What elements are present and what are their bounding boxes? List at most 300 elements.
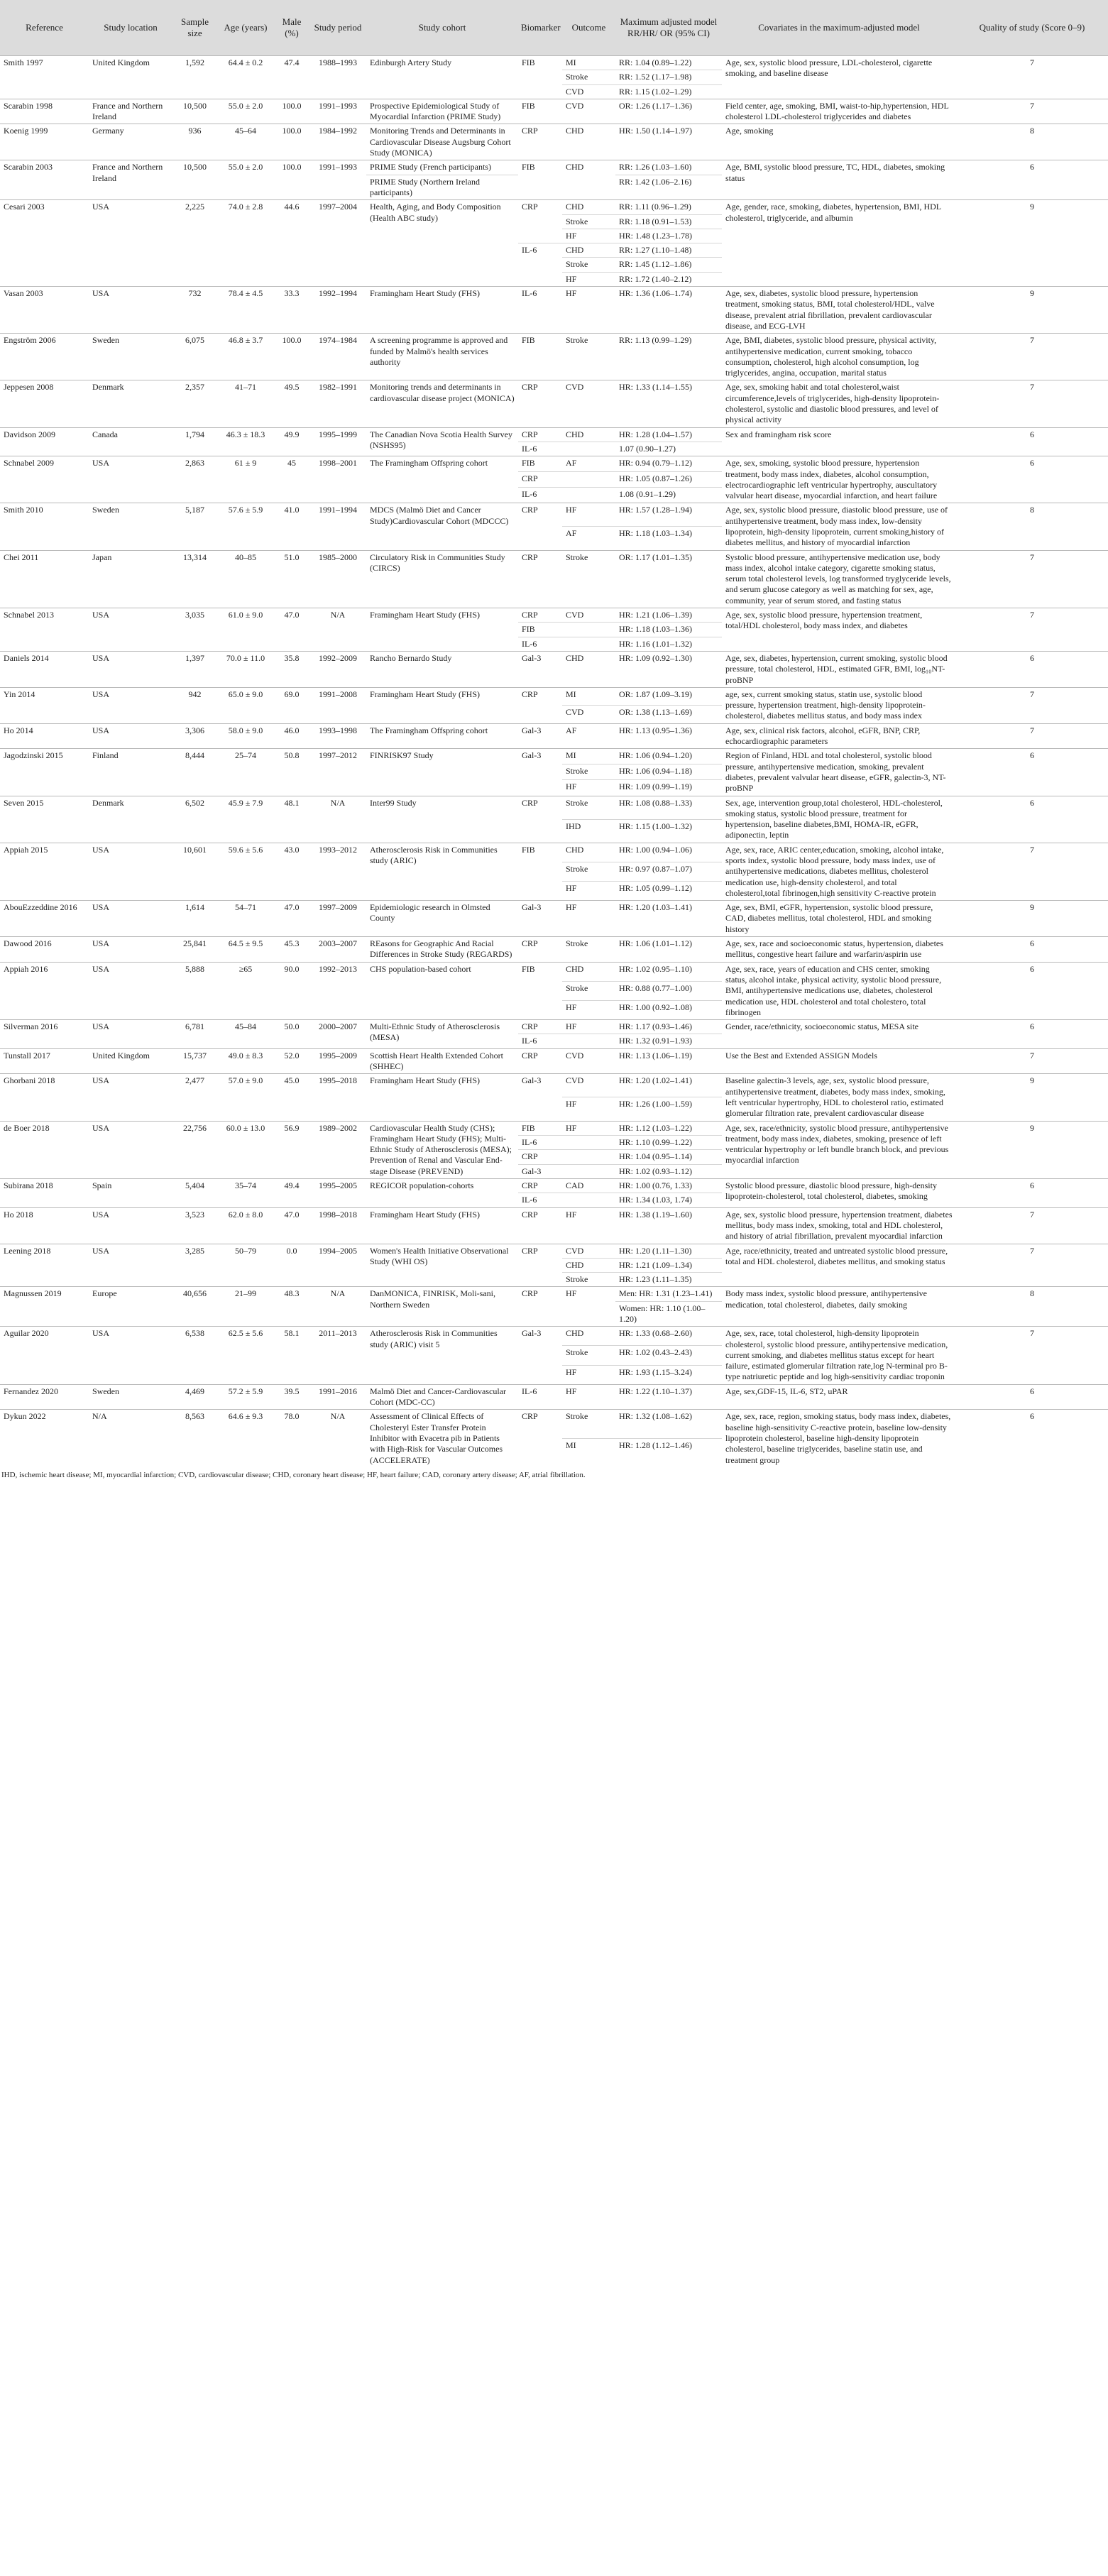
age-cell: 64.4 ± 0.2 [217,56,274,99]
outcome-cell: Stroke [562,764,615,780]
cohort-cell: Edinburgh Artery Study [366,56,518,99]
estimate-cell: HR: 1.20 (1.11–1.30) [615,1244,722,1258]
location-cell: Europe [89,1287,172,1327]
biomarker-cell: CRP [518,687,562,723]
covariates-cell: Age, sex, systolic blood pressure, LDL-cholesterol, cigarette smoking, and baseline disease [722,56,956,99]
male-percent-cell: 52.0 [274,1048,309,1074]
estimate-cell: RR: 1.52 (1.17–1.98) [615,70,722,84]
study-period-cell: 1989–2002 [309,1121,366,1178]
sample-size-cell: 936 [172,124,217,160]
sample-size-cell: 10,500 [172,99,217,124]
location-cell: France and Northern Ireland [89,160,172,200]
study-period-cell: 1994–2005 [309,1244,366,1287]
sample-size-cell: 5,888 [172,962,217,1019]
biomarker-cell: FIB [518,334,562,380]
location-cell: USA [89,1020,172,1049]
biomarker-cell: FIB [518,456,562,472]
cohort-cell: The Framingham Offspring cohort [366,723,518,749]
location-cell: Sweden [89,503,172,550]
outcome-cell: CHD [562,651,615,687]
outcome-cell: CVD [562,608,615,623]
cohort-cell: Atherosclerosis Risk in Communities study (ARIC) [366,843,518,900]
table-row [0,456,1108,472]
outcome-cell: CVD [562,84,615,99]
covariates-cell: Age, sex, systolic blood pressure, hypertension treatment, total/HDL cholesterol, body mass index, and diabetes [722,608,956,652]
outcome-cell: HF [562,1365,615,1384]
location-cell: Japan [89,550,172,608]
covariates-cell: Region of Finland, HDL and total cholesterol, systolic blood pressure, antihypertensive medication, smoking, prevalent diabetes, prevalent valvular heart disease, eGFR, galectin-3, NT-proBNP [722,749,956,796]
quality-score-cell: 6 [956,749,1108,796]
outcome-cell: HF [562,1207,615,1244]
study-period-cell: 1984–1992 [309,124,366,160]
study-period-cell: 1995–2018 [309,1074,366,1121]
estimate-cell: OR: 1.17 (1.01–1.35) [615,550,722,608]
covariates-cell: Age, race/ethnicity, treated and untreated systolic blood pressure, total and HDL cholesterol, diabetes mellitus, and smoking status [722,1244,956,1287]
outcome-cell: Stroke [562,70,615,84]
study-period-cell: 1992–2013 [309,962,366,1019]
outcome-cell: CHD [562,200,615,214]
outcome-cell: CVD [562,1074,615,1097]
age-cell: 62.5 ± 5.6 [217,1327,274,1384]
location-cell: USA [89,901,172,937]
covariates-cell: Age, sex, systolic blood pressure, hypertension treatment, diabetes mellitus, body mass index, smoking, total and HDL cholesterol, and history of atrial fibrillation, prevalent myocardial infarction [722,1207,956,1244]
outcome-cell [562,623,615,637]
location-cell: Sweden [89,1384,172,1410]
location-cell: Spain [89,1179,172,1208]
male-percent-cell: 0.0 [274,1244,309,1287]
estimate-cell: HR: 1.02 (0.93–1.12) [615,1164,722,1178]
covariates-cell: Sex, age, intervention group,total cholesterol, HDL-cholesterol, smoking status, systolic blood pressure, treatment for hypertension, baseline diabetes,BMI, HOMA-IR, eGFR, adiponectin, leptin [722,796,956,843]
reference-cell: Yin 2014 [0,687,89,723]
estimate-cell: HR: 1.21 (1.06–1.39) [615,608,722,623]
cohort-cell: Inter99 Study [366,796,518,843]
location-cell: Germany [89,124,172,160]
location-cell: USA [89,1207,172,1244]
cohort-cell: Atherosclerosis Risk in Communities study (ARIC) visit 5 [366,1327,518,1384]
reference-cell: Smith 1997 [0,56,89,99]
cohort-cell: Monitoring trends and determinants in cardiovascular disease project (MONICA) [366,380,518,427]
outcome-cell: Stroke [562,550,615,608]
biomarker-cell: CRP [518,1410,562,1467]
study-period-cell: 1997–2009 [309,901,366,937]
estimate-cell: RR: 1.72 (1.40–2.12) [615,272,722,286]
reference-cell: Jeppesen 2008 [0,380,89,427]
estimate-cell: HR: 1.05 (0.87–1.26) [615,472,722,488]
estimate-cell: Women: HR: 1.10 (1.00–1.20) [615,1301,722,1327]
study-period-cell: N/A [309,1410,366,1467]
cohort-cell: PRIME Study (French participants) [366,160,518,175]
outcome-cell: Stroke [562,1273,615,1287]
estimate-cell: RR: 1.27 (1.10–1.48) [615,243,722,258]
cohort-cell: Framingham Heart Study (FHS) [366,1074,518,1121]
quality-score-cell: 8 [956,503,1108,550]
covariates-cell: Age, sex,GDF-15, IL-6, ST2, uPAR [722,1384,956,1410]
male-percent-cell: 100.0 [274,160,309,200]
outcome-cell: CVD [562,380,615,427]
sample-size-cell: 10,500 [172,160,217,200]
cohort-cell: Cardiovascular Health Study (CHS); Framingham Heart Study (FHS); Multi-Ethnic Study of Atherosclerosis (MESA); Prevention of Renal and Vascular End-stage Disease (PREVEND) [366,1121,518,1178]
location-cell: France and Northern Ireland [89,99,172,124]
age-cell: 49.0 ± 8.3 [217,1048,274,1074]
sample-size-cell: 8,563 [172,1410,217,1467]
outcome-cell: CHD [562,1258,615,1272]
location-cell: USA [89,687,172,723]
reference-cell: Appiah 2015 [0,843,89,900]
table-row [0,723,1108,749]
cohort-cell: Epidemiologic research in Olmsted County [366,901,518,937]
sample-size-cell: 1,794 [172,427,217,456]
outcome-cell: Stroke [562,258,615,272]
outcome-cell: MI [562,1439,615,1467]
outcome-cell: HF [562,287,615,334]
reference-cell: Silverman 2016 [0,1020,89,1049]
sample-size-cell: 6,781 [172,1020,217,1049]
estimate-cell: RR: 1.26 (1.03–1.60) [615,160,722,175]
column-header: Study cohort [366,0,518,56]
reference-cell: Ho 2018 [0,1207,89,1244]
sample-size-cell: 5,187 [172,503,217,550]
male-percent-cell: 100.0 [274,334,309,380]
estimate-cell: HR: 1.13 (0.95–1.36) [615,723,722,749]
study-period-cell: 1991–2008 [309,687,366,723]
biomarker-cell: Gal-3 [518,723,562,749]
covariates-cell: Systolic blood pressure, antihypertensive medication use, body mass index, alcohol intake category, cigarette smoking status, serum total cholesterol levels, log transformed tryglyceride levels, and serum glucose category as well as matching for sex, age, community, year of serum stored, and fasting status [722,550,956,608]
cohort-cell: Framingham Heart Study (FHS) [366,1207,518,1244]
table-row [0,1048,1108,1074]
table-row [0,937,1108,963]
table-row [0,843,1108,862]
quality-score-cell: 7 [956,1048,1108,1074]
sample-size-cell: 3,306 [172,723,217,749]
location-cell: USA [89,456,172,503]
table-row [0,1207,1108,1244]
biomarker-cell: Gal-3 [518,749,562,796]
male-percent-cell: 47.0 [274,1207,309,1244]
quality-score-cell: 7 [956,687,1108,723]
covariates-cell: Age, sex, race, years of education and CHS center, smoking status, alcohol intake, physical activity, systolic blood pressure, BMI, antihypertensive medications use, diabetes, cholesterol medication use, HDL cholesterol and total cholestero, total fibrinogen [722,962,956,1019]
outcome-cell: AF [562,723,615,749]
male-percent-cell: 49.9 [274,427,309,456]
cohort-cell: REGICOR population-cohorts [366,1179,518,1208]
outcome-cell: IHD [562,819,615,843]
estimate-cell: Men: HR: 1.31 (1.23–1.41) [615,1287,722,1301]
outcome-cell [562,488,615,503]
male-percent-cell: 45.0 [274,1074,309,1121]
cohort-cell: The Canadian Nova Scotia Health Survey (NSHS95) [366,427,518,456]
reference-cell: Ho 2014 [0,723,89,749]
table-row [0,124,1108,160]
outcome-cell: HF [562,1097,615,1121]
table-row [0,1384,1108,1410]
age-cell: 46.3 ± 18.3 [217,427,274,456]
study-period-cell: 1998–2018 [309,1207,366,1244]
male-percent-cell: 47.0 [274,901,309,937]
quality-score-cell: 7 [956,334,1108,380]
biomarker-cell: CRP [518,550,562,608]
location-cell: Canada [89,427,172,456]
location-cell: United Kingdom [89,1048,172,1074]
quality-score-cell: 7 [956,608,1108,652]
cohort-cell: Framingham Heart Study (FHS) [366,608,518,652]
covariates-cell: Age, sex, race, region, smoking status, body mass index, diabetes, baseline high-sensitivity C-reactive protein, baseline low-density lipoprotein cholesterol, baseline high-density lipoprotein cholesterol, baseline triglycerides, baseline statin use, and treatment group [722,1410,956,1467]
column-header: Maximum adjusted model RR/HR/ OR (95% CI) [615,0,722,56]
outcome-cell: CHD [562,427,615,442]
estimate-cell: HR: 1.15 (1.00–1.32) [615,819,722,843]
covariates-cell: Age, smoking [722,124,956,160]
estimate-cell: HR: 1.57 (1.28–1.94) [615,503,722,527]
location-cell: USA [89,843,172,900]
estimate-cell: RR: 1.04 (0.89–1.22) [615,56,722,70]
table-row [0,796,1108,819]
column-header: Reference [0,0,89,56]
study-period-cell: 2000–2007 [309,1020,366,1049]
covariates-cell: Field center, age, smoking, BMI, waist-to-hip,hypertension, HDL cholesterol LDL-cholesterol triglycerides and diabetes [722,99,956,124]
biomarker-cell: Gal-3 [518,1164,562,1178]
outcome-cell: CVD [562,1048,615,1074]
study-period-cell: N/A [309,796,366,843]
biomarker-cell: CRP [518,124,562,160]
outcome-cell [562,637,615,651]
table-row [0,334,1108,380]
column-header: Age (years) [217,0,274,56]
covariates-cell: Age, sex, systolic blood pressure, diastolic blood pressure, use of antihypertensive treatment, body mass index, low-density lipoprotein, high-density lipoprotein, current smoking,history of diabetes mellitus, and history of myocardial infarction [722,503,956,550]
reference-cell: Schnabel 2009 [0,456,89,503]
outcome-cell: HF [562,503,615,527]
age-cell: 62.0 ± 8.0 [217,1207,274,1244]
quality-score-cell: 7 [956,1244,1108,1287]
biomarker-cell: IL-6 [518,1193,562,1207]
table-row [0,651,1108,687]
estimate-cell: RR: 1.18 (0.91–1.53) [615,214,722,229]
table-row [0,1244,1108,1258]
outcome-cell: CHD [562,1327,615,1346]
column-header: Study period [309,0,366,56]
cohort-cell: Multi-Ethnic Study of Atherosclerosis (MESA) [366,1020,518,1049]
outcome-cell: HF [562,229,615,243]
reference-cell: Scarabin 2003 [0,160,89,200]
outcome-cell: CVD [562,1244,615,1258]
table-row [0,1121,1108,1135]
biomarker-cell: Gal-3 [518,651,562,687]
study-period-cell: 2011–2013 [309,1327,366,1384]
table-row [0,160,1108,175]
biomarker-cell: CRP [518,1244,562,1287]
study-period-cell: 1974–1984 [309,334,366,380]
outcome-cell: HF [562,272,615,286]
cohort-cell: Health, Aging, and Body Composition (Health ABC study) [366,200,518,287]
cohort-cell: CHS population-based cohort [366,962,518,1019]
study-period-cell: 1991–2016 [309,1384,366,1410]
reference-cell: Dykun 2022 [0,1410,89,1467]
sample-size-cell: 3,523 [172,1207,217,1244]
outcome-cell: Stroke [562,862,615,881]
estimate-cell: 1.08 (0.91–1.29) [615,488,722,503]
biomarker-cell: IL-6 [518,1034,562,1048]
outcome-cell: CHD [562,843,615,862]
male-percent-cell: 50.8 [274,749,309,796]
estimate-cell: RR: 1.45 (1.12–1.86) [615,258,722,272]
biomarker-cell: CRP [518,1179,562,1193]
biomarker-cell: CRP [518,796,562,843]
estimate-cell: HR: 1.12 (1.03–1.22) [615,1121,722,1135]
quality-score-cell: 6 [956,962,1108,1019]
cohort-cell: FINRISK97 Study [366,749,518,796]
outcome-cell: CAD [562,1179,615,1193]
reference-cell: Leening 2018 [0,1244,89,1287]
reference-cell: Tunstall 2017 [0,1048,89,1074]
table-row [0,287,1108,334]
sample-size-cell: 5,404 [172,1179,217,1208]
location-cell: Denmark [89,796,172,843]
biomarker-cell: FIB [518,623,562,637]
study-period-cell: 1997–2004 [309,200,366,287]
biomarker-cell: IL-6 [518,488,562,503]
covariates-cell: Age, sex, diabetes, hypertension, current smoking, systolic blood pressure, total cholesterol, HDL, estimated GFR, BMI, log₁₀NT-proBNP [722,651,956,687]
outcome-cell: HF [562,1000,615,1019]
age-cell: 46.8 ± 3.7 [217,334,274,380]
estimate-cell: HR: 1.02 (0.43–2.43) [615,1346,722,1365]
covariates-cell: Age, BMI, diabetes, systolic blood pressure, physical activity, antihypertensive medication, current smoking, tobacco consumption, cholesterol, high alcohol consumption, log triglycerides, angina, occupation, marital status [722,334,956,380]
quality-score-cell: 7 [956,1207,1108,1244]
male-percent-cell: 41.0 [274,503,309,550]
reference-cell: Dawood 2016 [0,937,89,963]
reference-cell: Ghorbani 2018 [0,1074,89,1121]
outcome-cell [562,1034,615,1048]
outcome-cell: Stroke [562,937,615,963]
table-row [0,1179,1108,1193]
estimate-cell: HR: 1.06 (0.94–1.20) [615,749,722,764]
quality-score-cell: 6 [956,456,1108,503]
outcome-cell: Stroke [562,981,615,1000]
table-row [0,56,1108,70]
table-row [0,608,1108,623]
estimate-cell: HR: 1.00 (0.94–1.06) [615,843,722,862]
biomarker-cell: Gal-3 [518,901,562,937]
age-cell: 45–84 [217,1020,274,1049]
biomarker-cell: FIB [518,160,562,200]
location-cell: Finland [89,749,172,796]
reference-cell: Appiah 2016 [0,962,89,1019]
quality-score-cell: 7 [956,99,1108,124]
outcome-cell [562,1135,615,1149]
column-header: Sample size [172,0,217,56]
reference-cell: Vasan 2003 [0,287,89,334]
outcome-cell: AF [562,456,615,472]
location-cell: USA [89,962,172,1019]
quality-score-cell: 6 [956,1179,1108,1208]
cohort-cell: A screening programme is approved and funded by Malmö's health services authority [366,334,518,380]
estimate-cell: HR: 1.93 (1.15–3.24) [615,1365,722,1384]
quality-score-cell: 6 [956,651,1108,687]
estimate-cell: HR: 1.06 (0.94–1.18) [615,764,722,780]
reference-cell: Cesari 2003 [0,200,89,287]
cohort-cell: REasons for Geographic And Racial Differences in Stroke Study (REGARDS) [366,937,518,963]
outcome-cell: CHD [562,160,615,200]
sample-size-cell: 3,285 [172,1244,217,1287]
male-percent-cell: 44.6 [274,200,309,287]
male-percent-cell: 49.5 [274,380,309,427]
estimate-cell: HR: 1.36 (1.06–1.74) [615,287,722,334]
estimate-cell: HR: 1.32 (1.08–1.62) [615,1410,722,1439]
reference-cell: Scarabin 1998 [0,99,89,124]
quality-score-cell: 9 [956,200,1108,287]
male-percent-cell: 48.1 [274,796,309,843]
sample-size-cell: 2,357 [172,380,217,427]
estimate-cell: RR: 1.15 (1.02–1.29) [615,84,722,99]
age-cell: 61.0 ± 9.0 [217,608,274,652]
covariates-cell: Age, sex, smoking habit and total cholesterol,waist circumference,levels of triglycerides, high-density lipoprotein-cholesterol, systolic and diastolic blood pressures, and level of physical activity [722,380,956,427]
footnote: IHD, ischemic heart disease; MI, myocardial infarction; CVD, cardiovascular disease; CHD, coronary heart disease; HF, heart failure; CAD, coronary artery disease; AF, atrial fibrillation. [1,1470,586,1479]
age-cell: 64.6 ± 9.3 [217,1410,274,1467]
covariates-cell: Use the Best and Extended ASSIGN Models [722,1048,956,1074]
estimate-cell: RR: 1.13 (0.99–1.29) [615,334,722,380]
outcome-cell: Stroke [562,214,615,229]
age-cell: 45.9 ± 7.9 [217,796,274,843]
estimate-cell: HR: 1.33 (1.14–1.55) [615,380,722,427]
table-row [0,749,1108,764]
age-cell: 40–85 [217,550,274,608]
estimate-cell: HR: 1.32 (0.91–1.93) [615,1034,722,1048]
column-header: Quality of study (Score 0–9) [956,0,1108,56]
biomarker-cell: IL-6 [518,1135,562,1149]
estimate-cell: OR: 1.38 (1.13–1.69) [615,706,722,723]
male-percent-cell: 33.3 [274,287,309,334]
quality-score-cell: 7 [956,843,1108,900]
age-cell: 74.0 ± 2.8 [217,200,274,287]
covariates-cell: Age, sex, BMI, eGFR, hypertension, systolic blood pressure, CAD, diabetes mellitus, total cholesterol, HDL and smoking history [722,901,956,937]
male-percent-cell: 47.0 [274,608,309,652]
age-cell: 64.5 ± 9.5 [217,937,274,963]
covariates-cell: Age, sex, diabetes, systolic blood pressure, hypertension treatment, smoking status, BMI, total cholesterol/HDL, valve disease, prevalent atrial fibrillation, prevalent cardiovascular disease, and ECG-LVH [722,287,956,334]
study-period-cell: 1995–2009 [309,1048,366,1074]
covariates-cell: Age, sex, race, total cholesterol, high-density lipoprotein cholesterol, systolic blood pressure, antihypertensive medication, current smoking, and diabetes mellitus status except for heart failure, estimated glomerular filtration rate,log N-terminal pro B-type natriuretic peptide and log high-sensitivity cardiac troponin [722,1327,956,1384]
column-header: Study location [89,0,172,56]
reference-cell: Fernandez 2020 [0,1384,89,1410]
study-period-cell: 1993–1998 [309,723,366,749]
outcome-cell: Stroke [562,1346,615,1365]
biomarker-cell: FIB [518,1121,562,1135]
male-percent-cell: 78.0 [274,1410,309,1467]
quality-score-cell: 7 [956,380,1108,427]
biomarker-cell: CRP [518,503,562,550]
estimate-cell: HR: 1.09 (0.99–1.19) [615,780,722,796]
estimate-cell: HR: 1.04 (0.95–1.14) [615,1150,722,1164]
estimate-cell: HR: 1.33 (0.68–2.60) [615,1327,722,1346]
header-row [0,0,1108,56]
location-cell: USA [89,608,172,652]
age-cell: 57.6 ± 5.9 [217,503,274,550]
cohort-cell: Assessment of Clinical Effects of Cholesteryl Ester Transfer Protein Inhibitor with Evacetra pib in Patients with High-Risk for Vascular Outcomes (ACCELERATE) [366,1410,518,1467]
outcome-cell: MI [562,749,615,764]
sample-size-cell: 2,863 [172,456,217,503]
male-percent-cell: 56.9 [274,1121,309,1178]
age-cell: 59.6 ± 5.6 [217,843,274,900]
age-cell: 61 ± 9 [217,456,274,503]
covariates-cell: Baseline galectin-3 levels, age, sex, systolic blood pressure, antihypertensive treatment, diabetes, body mass index, smoking, left ventricular hypertrophy, HDL to cholesterol ratio, estimated glomerular filtration rate, prevalent cardiovascular disease [722,1074,956,1121]
male-percent-cell: 47.4 [274,56,309,99]
table-row [0,550,1108,608]
table-row [0,1020,1108,1034]
estimate-cell: HR: 1.26 (1.00–1.59) [615,1097,722,1121]
biomarker-cell: CRP [518,1207,562,1244]
biomarker-cell: IL-6 [518,243,562,287]
male-percent-cell: 90.0 [274,962,309,1019]
sample-size-cell: 8,444 [172,749,217,796]
location-cell: USA [89,723,172,749]
quality-score-cell: 6 [956,160,1108,200]
cohort-cell: PRIME Study (Northern Ireland participants) [366,175,518,200]
estimate-cell: HR: 1.17 (0.93–1.46) [615,1020,722,1034]
